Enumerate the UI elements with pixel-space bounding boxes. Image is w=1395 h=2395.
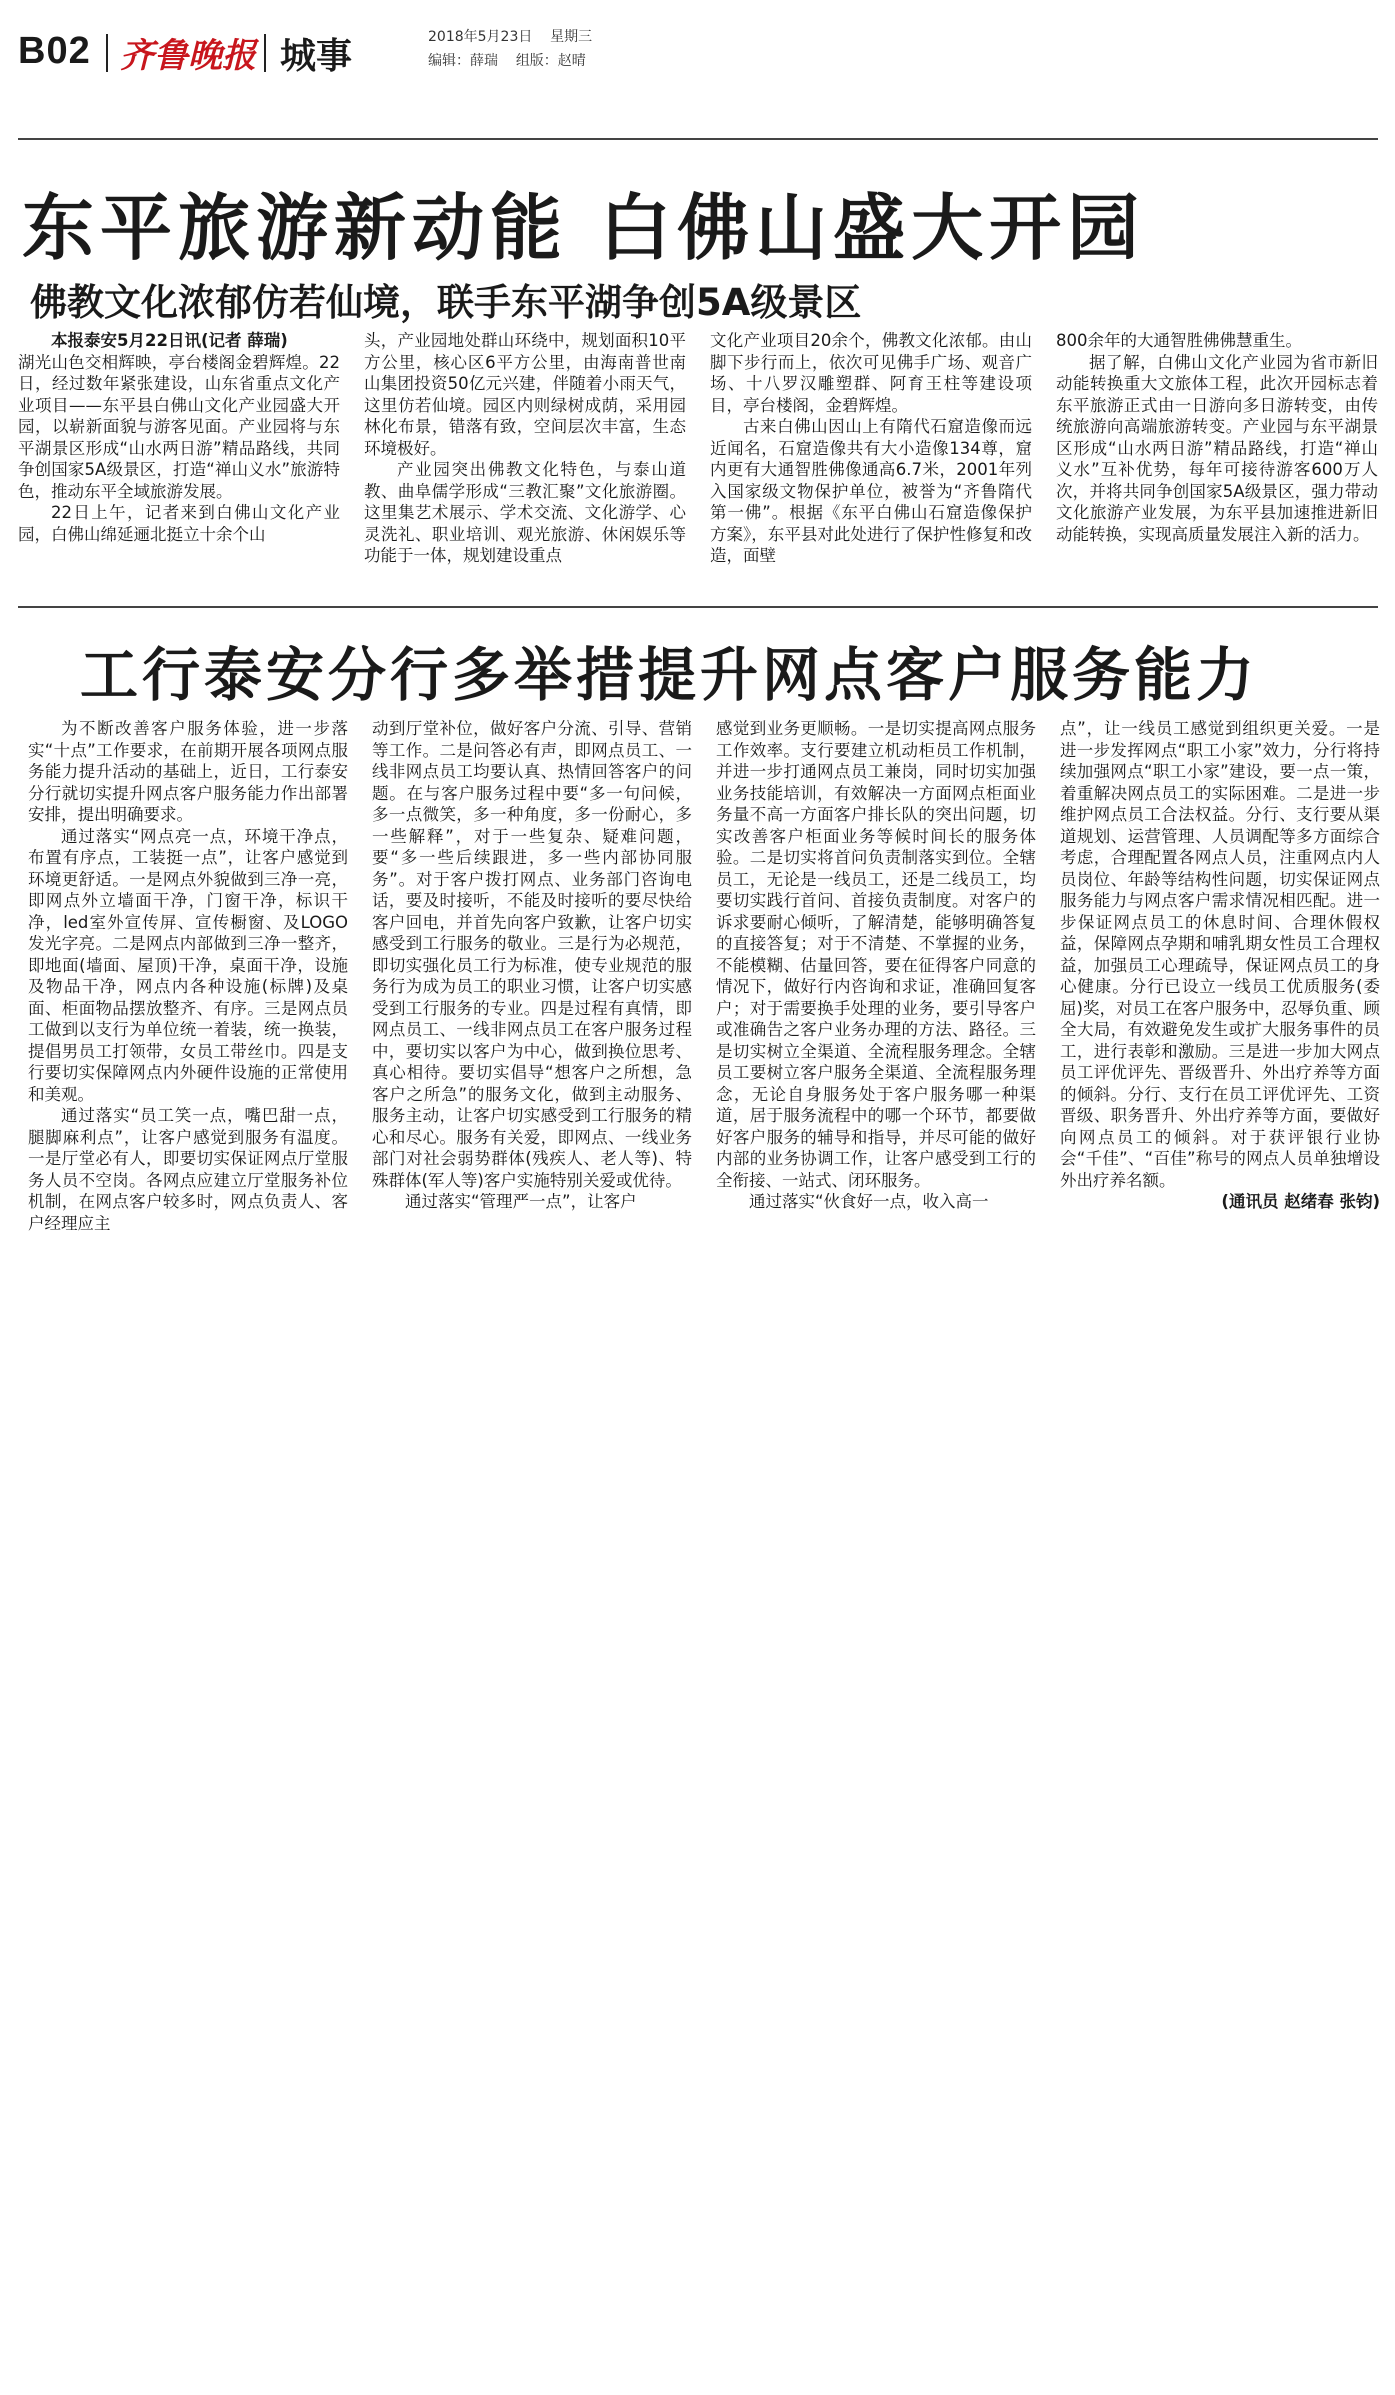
article1-column [364,330,686,567]
paragraph: 通过落实“管理严一点”，让客户 [405,1192,637,1211]
paragraph: 点”，让一线员工感觉到组织更关爱。一是进一步发挥网点“职工小家”效力，分行将持续加强网点“职工小家”建设，要一点一策，着重解决网点员工的实际困难。二是进一步维护网点员工合法权益。分行、支行要从渠道规划、运营管理、人员调配等多方面综合考虑，合理配置各网点人员，注重网点内人员岗位、年龄等结构性问题，切实保证网点服务能力与网点客户需求情况相匹配。进一步保证网点员工的休息时间、合理休假权益，保障网点孕期和哺乳期女性员工合理权益，加强员工心理疏导，保证网点员工的身心健康。分行已设立一线员工优质服务(委屈)奖，对员工在客户服务中，忍辱负重、顾全大局，有效避免发生或扩大服务事件的员工，进行表彰和激励。三是进一步加大网点员工评优评先、晋级晋升、外出疗养等方面的倾斜。分行、支行在员工评优评先、工资晋级、职务晋升、外出疗养等方面，要做好向网点员工的倾斜。对于获评银行业协会“千佳”、“百佳”称号的网点人员单独增设外出疗养名额。 [1060,719,1380,1190]
article2-column [716,718,1036,1234]
issue-date [428,26,592,46]
paragraph: 通过落实“员工笑一点，嘴巴甜一点，腿脚麻利点”，让客户感觉到服务有温度。一是厅堂必有人，即要切实保证网点厅堂服务人员不空岗。各网点应建立厅堂服务补位机制，在网点客户较多时，网点负责人、客户经理应主 [28,1106,348,1233]
paragraph: 古来白佛山因山上有隋代石窟造像而远近闻名，石窟造像共有大小造像134尊，窟内更有大通智胜佛像通高6.7米，2001年列入国家级文物保护单位，被誉为“齐鲁隋代第一佛”。根据《东平白佛山石窟造像保护方案》，东平县对此处进行了保护性修复和改造，面壁 [710,417,1032,565]
weekday: 星期三 [550,29,593,45]
paragraph: 为不断改善客户服务体验，进一步落实“十点”工作要求，在前期开展各项网点服务能力提升活动的基础上，近日，工行泰安分行就切实提升网点客户服务能力作出部署安排，提出明确要求。 [28,719,348,824]
article1-column [18,330,340,567]
paragraph: 文化产业项目20余个，佛教文化浓郁。由山脚下步行而上，依次可见佛手广场、观音广场、十八罗汉雕塑群、阿育王柱等建设项目，亭台楼阁，金碧辉煌。 [710,331,1032,415]
divider [106,34,108,72]
article-divider [18,606,1378,608]
byline: 本报泰安5月22日讯(记者 薛瑞) [51,331,288,350]
top-rule [18,138,1378,140]
article1-headline: 东平旅游新动能 白佛山盛大开园 [22,186,1146,270]
paper-logo: 齐鲁晚报 [120,36,256,76]
article2-headline: 工行泰安分行多举措提升网点客户服务能力 [80,641,1259,709]
paragraph: 产业园突出佛教文化特色，与泰山道教、曲阜儒学形成“三教汇聚”文化旅游圈。这里集艺术展示、学术交流、文化游学、心灵洗礼、职业培训、观光旅游、休闲娱乐等功能于一体，规划建设重点 [364,460,686,565]
paragraph: 通过落实“网点亮一点，环境干净点，布置有序点，工装挺一点”，让客户感觉到环境更舒适。一是网点外貌做到三净一亮，即网点外立墙面干净，门窗干净，标识干净，led室外宣传屏、宣传橱窗、及LOGO发光字亮。二是网点内部做到三净一整齐，即地面(墙面、屋顶)干净，桌面干净，设施及物品干净，网点内各种设施(标牌)及桌面、柜面物品摆放整齐、有序。三是网点员工做到以支行为单位统一着装，统一换装，提倡男员工打领带，女员工带丝巾。四是支行要切实保障网点内外硬件设施的正常使用和美观。 [28,826,348,1104]
paragraph: 感觉到业务更顺畅。一是切实提高网点服务工作效率。支行要建立机动柜员工作机制，并进一步打通网点员工兼岗，同时切实加强业务技能培训，有效解决一方面网点柜面业务量不高一方面客户排长队的突出问题，切实改善客户柜面业务等候时间长的服务体验。二是切实将首问负责制落实到位。全辖员工，无论是一线员工，还是二线员工，均要切实践行首问、首接负责制度。对客户的诉求要耐心倾听，了解清楚，能够明确答复的直接答复；对于不清楚、不掌握的业务，不能模糊、估量回答，要在征得客户同意的情况下，做好行内咨询和求证，准确回复客户；对于需要换手处理的业务，要引导客户或准确告之客户业务办理的方法、路径。三是切实树立全渠道、全流程服务理念。全辖员工要树立客户服务全渠道、全流程服务理念，无论自身服务处于客户服务哪一种渠道，居于服务流程中的哪一个环节，都要做好客户服务的辅导和指导，并尽可能的做好内部的业务协调工作，让客户感受到工行的全衔接、一站式、闭环服务。 [716,719,1036,1190]
section-title: 城事 [280,36,353,77]
article1-body [18,330,1380,567]
article2-column [1060,718,1380,1234]
editor-credits [428,50,586,70]
article2-body [28,718,1380,1234]
article1-column [710,330,1032,567]
paragraph: 动到厅堂补位，做好客户分流、引导、营销等工作。二是问答必有声，即网点员工、一线非网点员工均要认真、热情回答客户的问题。在与客户服务过程中要“多一句问候，多一点微笑，多一种角度，多一份耐心，多一些解释”，对于一些复杂、疑难问题，要“多一些后续跟进，多一些内部协同服务”。对于客户拨打网点、业务部门咨询电话，要及时接听，不能及时接听的要尽快给客户回电，并首先向客户致歉，让客户切实感受到工行服务的敬业。三是行为必规范，即切实强化员工行为标准，使专业规范的服务行为成为员工的职业习惯，让客户切实感受到工行服务的专业。四是过程有真情，即网点员工、一线非网点员工在客户服务过程中，要切实以客户为中心，做到换位思考、真心相待。要切实倡导“想客户之所想，急客户之所急”的服务文化，做到主动服务、服务主动，让客户切实感受到工行服务的精心和尽心。服务有关爱，即网点、一线业务部门对社会弱势群体(残疾人、老人等)、特殊群体(军人等)客户实施特别关爱或优待。 [372,719,692,1190]
editor: 编辑：薛瑞 [428,53,498,69]
article1-subhead: 佛教文化浓郁仿若仙境，联手东平湖争创5A级景区 [30,281,862,324]
divider [264,34,266,72]
date: 2018年5月23日 [428,29,533,45]
masthead [18,20,1378,80]
article2-column [372,718,692,1234]
paragraph: 800余年的大通智胜佛佛慧重生。 [1056,331,1302,350]
layout-editor: 组版：赵晴 [515,53,586,69]
paragraph: 22日上午，记者来到白佛山文化产业园，白佛山绵延逦北挺立十余个山 [18,503,340,544]
paragraph: 头，产业园地处群山环绕中，规划面积10平方公里，核心区6平方公里，由海南普世南山集团投资50亿元兴建，伴随着小雨天气，这里仿若仙境。园区内则绿树成荫，采用园林化布景，错落有致，空间层次丰富，生态环境极好。 [364,331,686,458]
article1-column [1056,330,1378,567]
article2-column [28,718,348,1234]
paragraph: 湖光山色交相辉映，亭台楼阁金碧辉煌。22日，经过数年紧张建设，山东省重点文化产业项目——东平县白佛山文化产业园盛大开园，以崭新面貌与游客见面。产业园将与东平湖景区形成“山水两日游”精品路线，共同争创国家5A级景区，打造“禅山义水”旅游特色，推动东平全域旅游发展。 [18,352,340,501]
reporter-credit: (通讯员 赵绪春 张钧) [1221,1192,1380,1211]
paragraph: 通过落实“伙食好一点，收入高一 [749,1192,989,1211]
paragraph: 据了解，白佛山文化产业园为省市新旧动能转换重大文旅体工程，此次开园标志着东平旅游正式由一日游向多日游转变，由传统旅游向高端旅游转变。产业园与东平湖景区形成“山水两日游”精品路线，打造“禅山义水”互补优势，每年可接待游客600万人次，并将共同争创国家5A级景区，强力带动文化旅游产业发展，为东平县加速推进新旧动能转换，实现高质量发展注入新的活力。 [1056,352,1378,544]
page-number: B02 [18,30,91,72]
